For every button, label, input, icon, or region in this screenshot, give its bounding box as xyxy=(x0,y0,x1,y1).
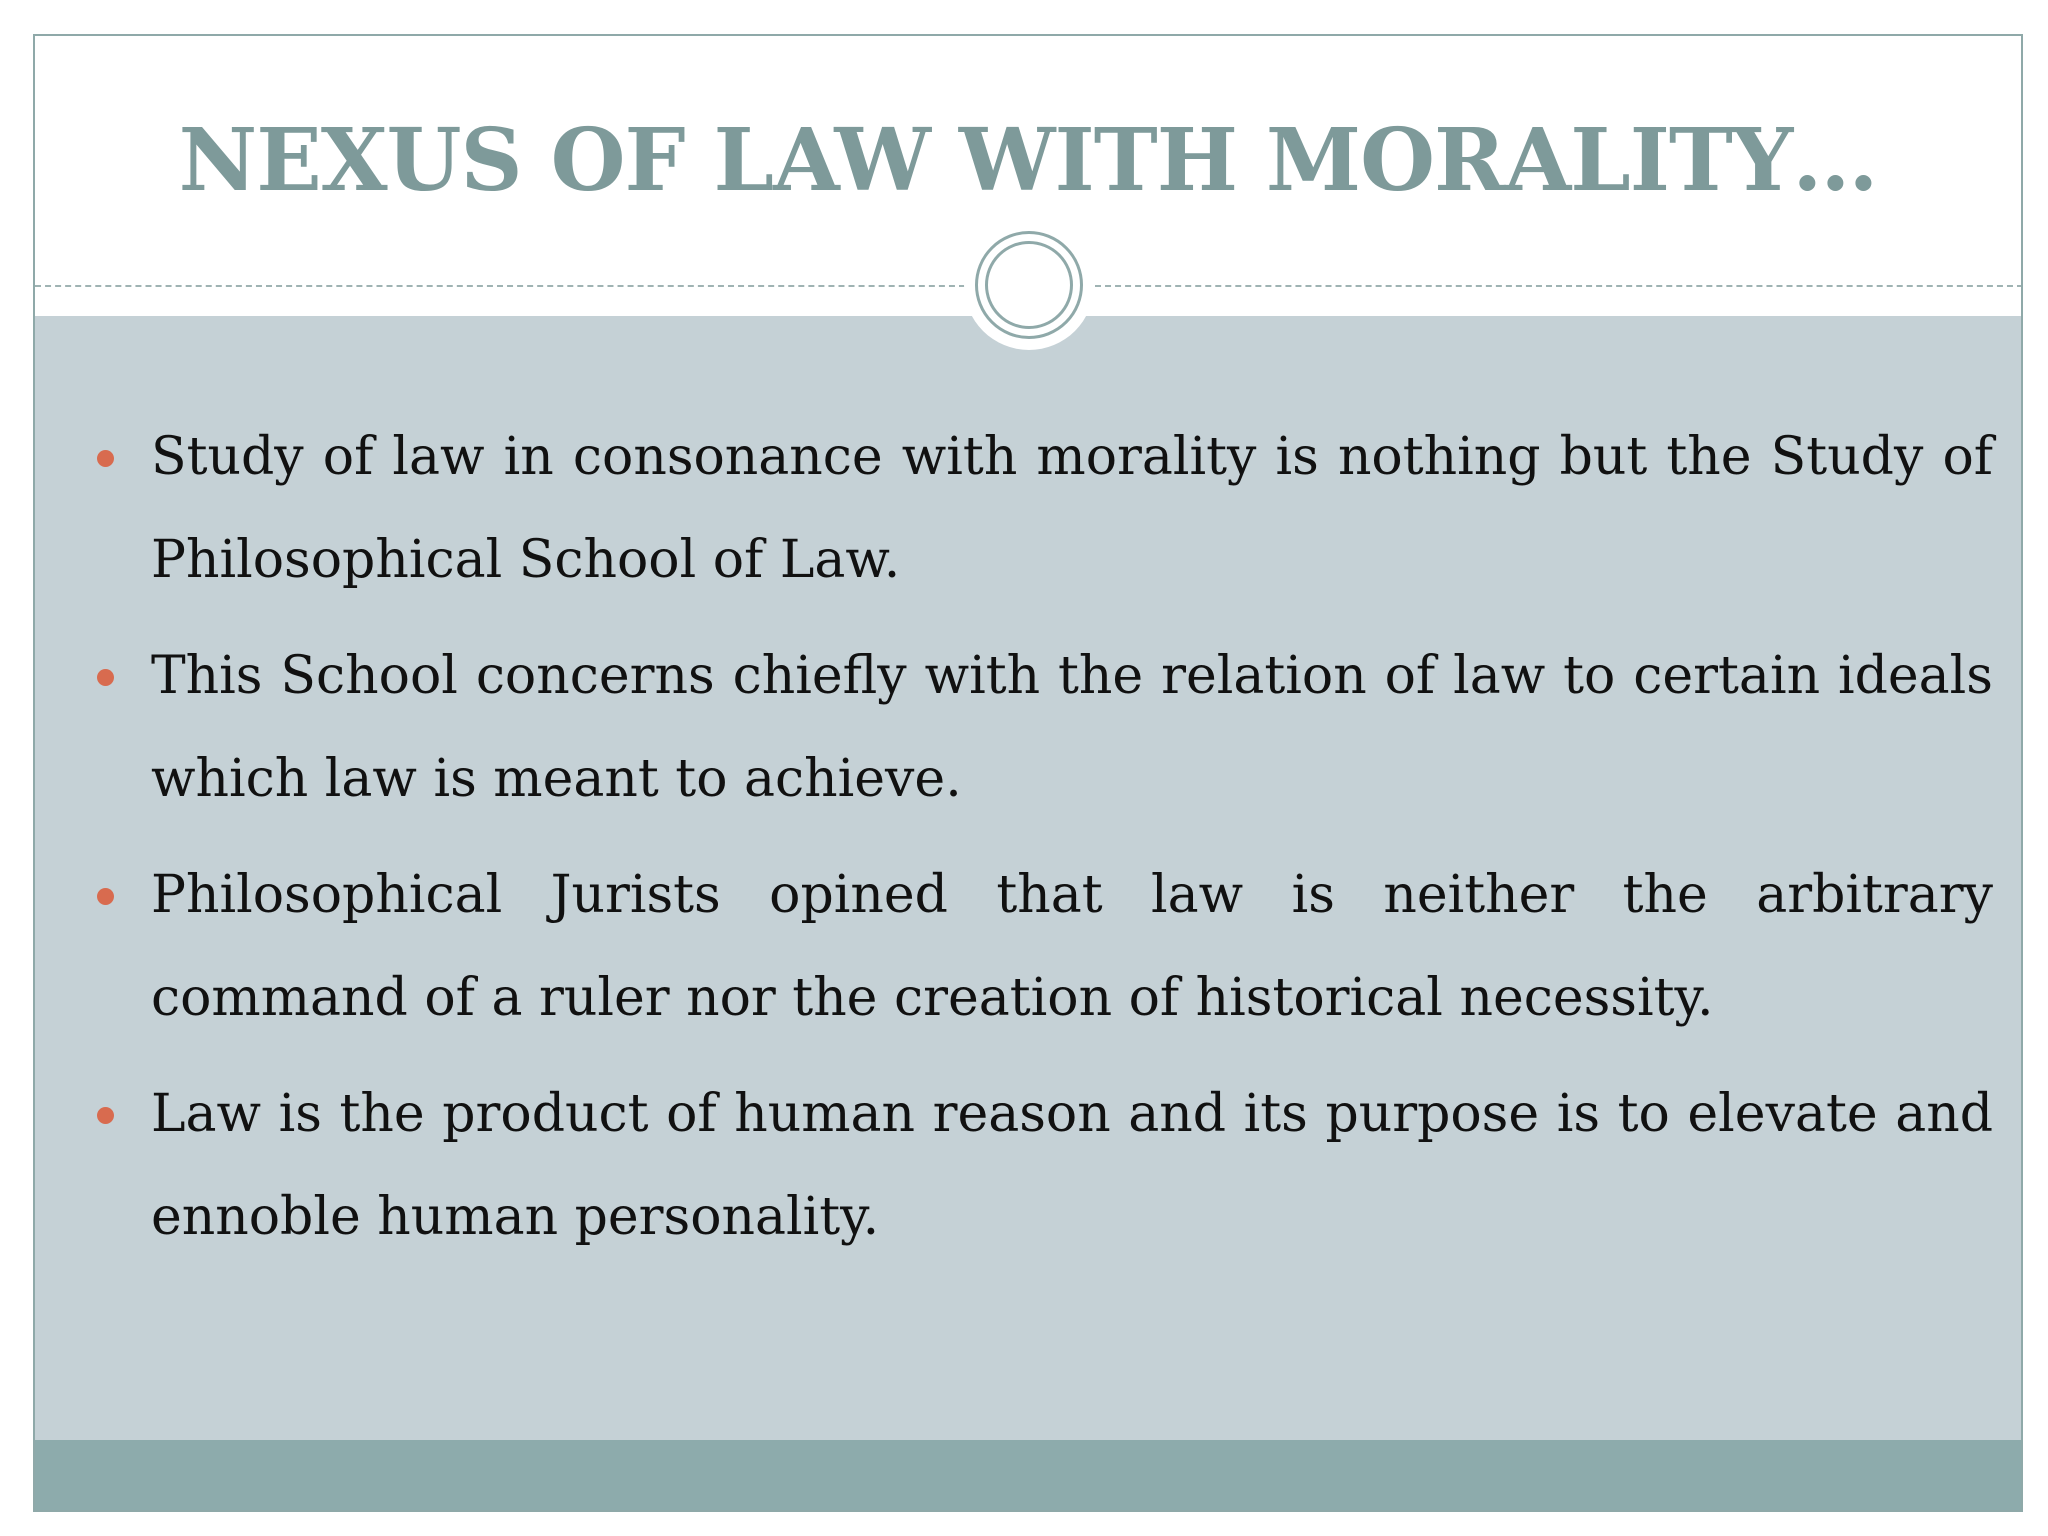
slide-title: NEXUS OF LAW WITH MORALITY… xyxy=(178,110,1878,211)
bullet-text: Law is the product of human reason and its purpose is to elevate and ennoble human personality. xyxy=(151,1084,1993,1247)
title-divider-left xyxy=(35,285,965,287)
bullet-text: Philosophical Jurists opined that law is neither the arbitrary command of a ruler nor the creation of historical necessity. xyxy=(151,865,1993,1028)
bullet-item xyxy=(151,406,1993,612)
bullet-dot-icon xyxy=(97,1107,114,1124)
slide xyxy=(33,34,2023,1512)
bullet-item xyxy=(151,625,1993,831)
bullet-item xyxy=(151,1063,1993,1269)
bullet-text: Study of law in consonance with morality is nothing but the Study of Philosophical School of Law. xyxy=(151,427,1993,590)
title-divider-right xyxy=(1095,285,2023,287)
bullet-item xyxy=(151,844,1993,1050)
ornament-inner-ring xyxy=(985,241,1073,329)
bullet-text: This School concerns chiefly with the relation of law to certain ideals which law is meant to achieve. xyxy=(151,646,1993,809)
bullet-dot-icon xyxy=(97,888,114,905)
footer-band xyxy=(35,1440,2021,1512)
bullet-dot-icon xyxy=(97,450,114,467)
bullet-dot-icon xyxy=(97,669,114,686)
